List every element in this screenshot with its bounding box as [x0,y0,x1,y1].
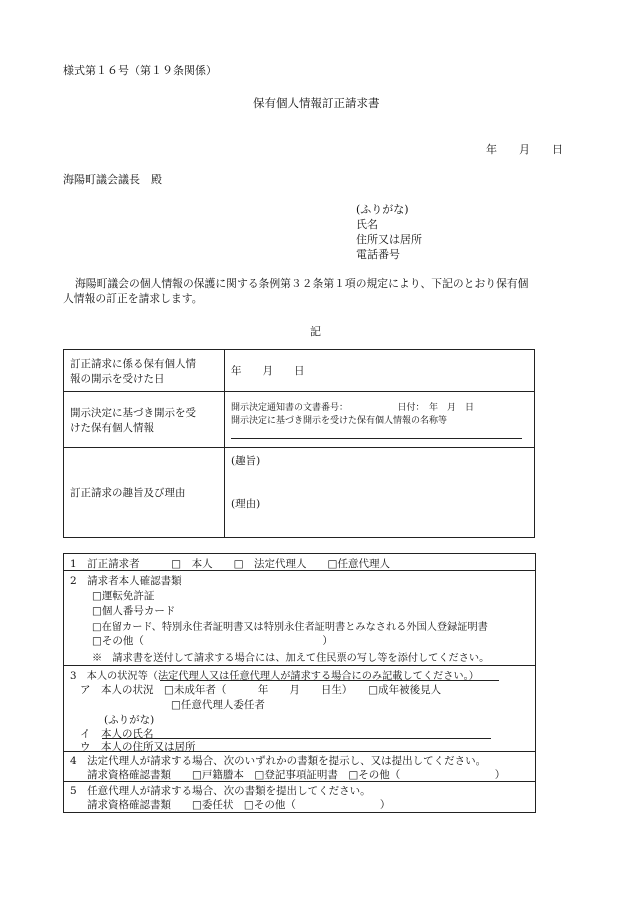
page-title: 保有個人情報訂正請求書 [253,96,380,110]
disclosure-date-value: 年 月 日 [225,350,535,392]
disclosed-info-value: 開示決定通知書の文書番号： 日付： 年 月 日 開示決定に基づき開示を受けた保有個人情報の名称等 [225,392,535,448]
section-3-address: ウ 本人の住所又は居所 [80,741,196,753]
id-doc-residence-card: □在留カード、特別永住者証明書又は特別永住者証明書とみなされる外国人登録証明書 [92,622,488,633]
addressee: 海陽町議会議長 殿 [63,173,162,186]
requester-info-table [63,553,536,813]
id-doc-mynumber: □個人番号カード [92,605,176,617]
request-detail-table [63,349,535,538]
section-5-title: 5 任意代理人が請求する場合、次の書類を提出してください。 [70,785,371,797]
applicant-name: 氏名 [356,218,378,231]
applicant-phone: 電話番号 [356,248,400,261]
section-3-status-proxy: □任意代理人委任者 [171,699,265,711]
applicant-address: 住所又は居所 [356,233,422,246]
body-text-1: 海陽町議会の個人情報の保護に関する条例第３２条第１項の規定により、下記のとおり保有個 [75,277,529,290]
section-4-docs: 請求資格確認書類 □戸籍謄本 □登記事項証明書 □その他（ ） [87,769,506,781]
section-1-requester: 1 訂正請求者 □ 本人 □ 法定代理人 □任意代理人 [70,558,390,570]
section-5-docs: 請求資格確認書類 □委任状 □その他（ ） [87,799,391,811]
ki-mark: 記 [310,325,321,338]
disclosed-info-label: 開示決定に基づき開示を受 けた保有個人情報 [64,392,225,448]
section-3-furigana: (ふりがな) [104,714,155,726]
id-doc-license: □運転免許証 [92,590,155,602]
purpose-reason-label: 訂正請求の趣旨及び理由 [64,448,225,538]
form-number: 様式第１６号（第１９条関係） [63,64,217,77]
body-text-2: 人情報の訂正を請求します。 [63,292,203,305]
purpose-reason-value: (趣旨) (理由) [225,448,535,538]
section-3-status: ア 本人の状況 □未成年者（ 年 月 日生） □成年被後見人 [80,684,442,696]
date-line: 年 月 日 [486,143,563,156]
section-3-name: イ 本人の氏名 [80,728,154,740]
applicant-furigana: (ふりがな) [356,203,409,216]
id-doc-other: □その他（ ） [92,635,333,647]
section-4-title: 4 法定代理人が請求する場合、次のいずれかの書類を提示し、又は提出してください。 [70,755,487,767]
section-3-title: 3 本人の状況等（法定代理人又は任意代理人が請求する場合にのみ記載してください。） [70,671,479,682]
disclosure-date-label: 訂正請求に係る保有個人情 報の開示を受けた日 [64,350,225,392]
id-doc-note: ※ 請求書を送付して請求する場合には、加えて住民票の写し等を添付してください。 [92,653,490,664]
section-2-title: 2 請求者本人確認書類 [70,575,182,587]
